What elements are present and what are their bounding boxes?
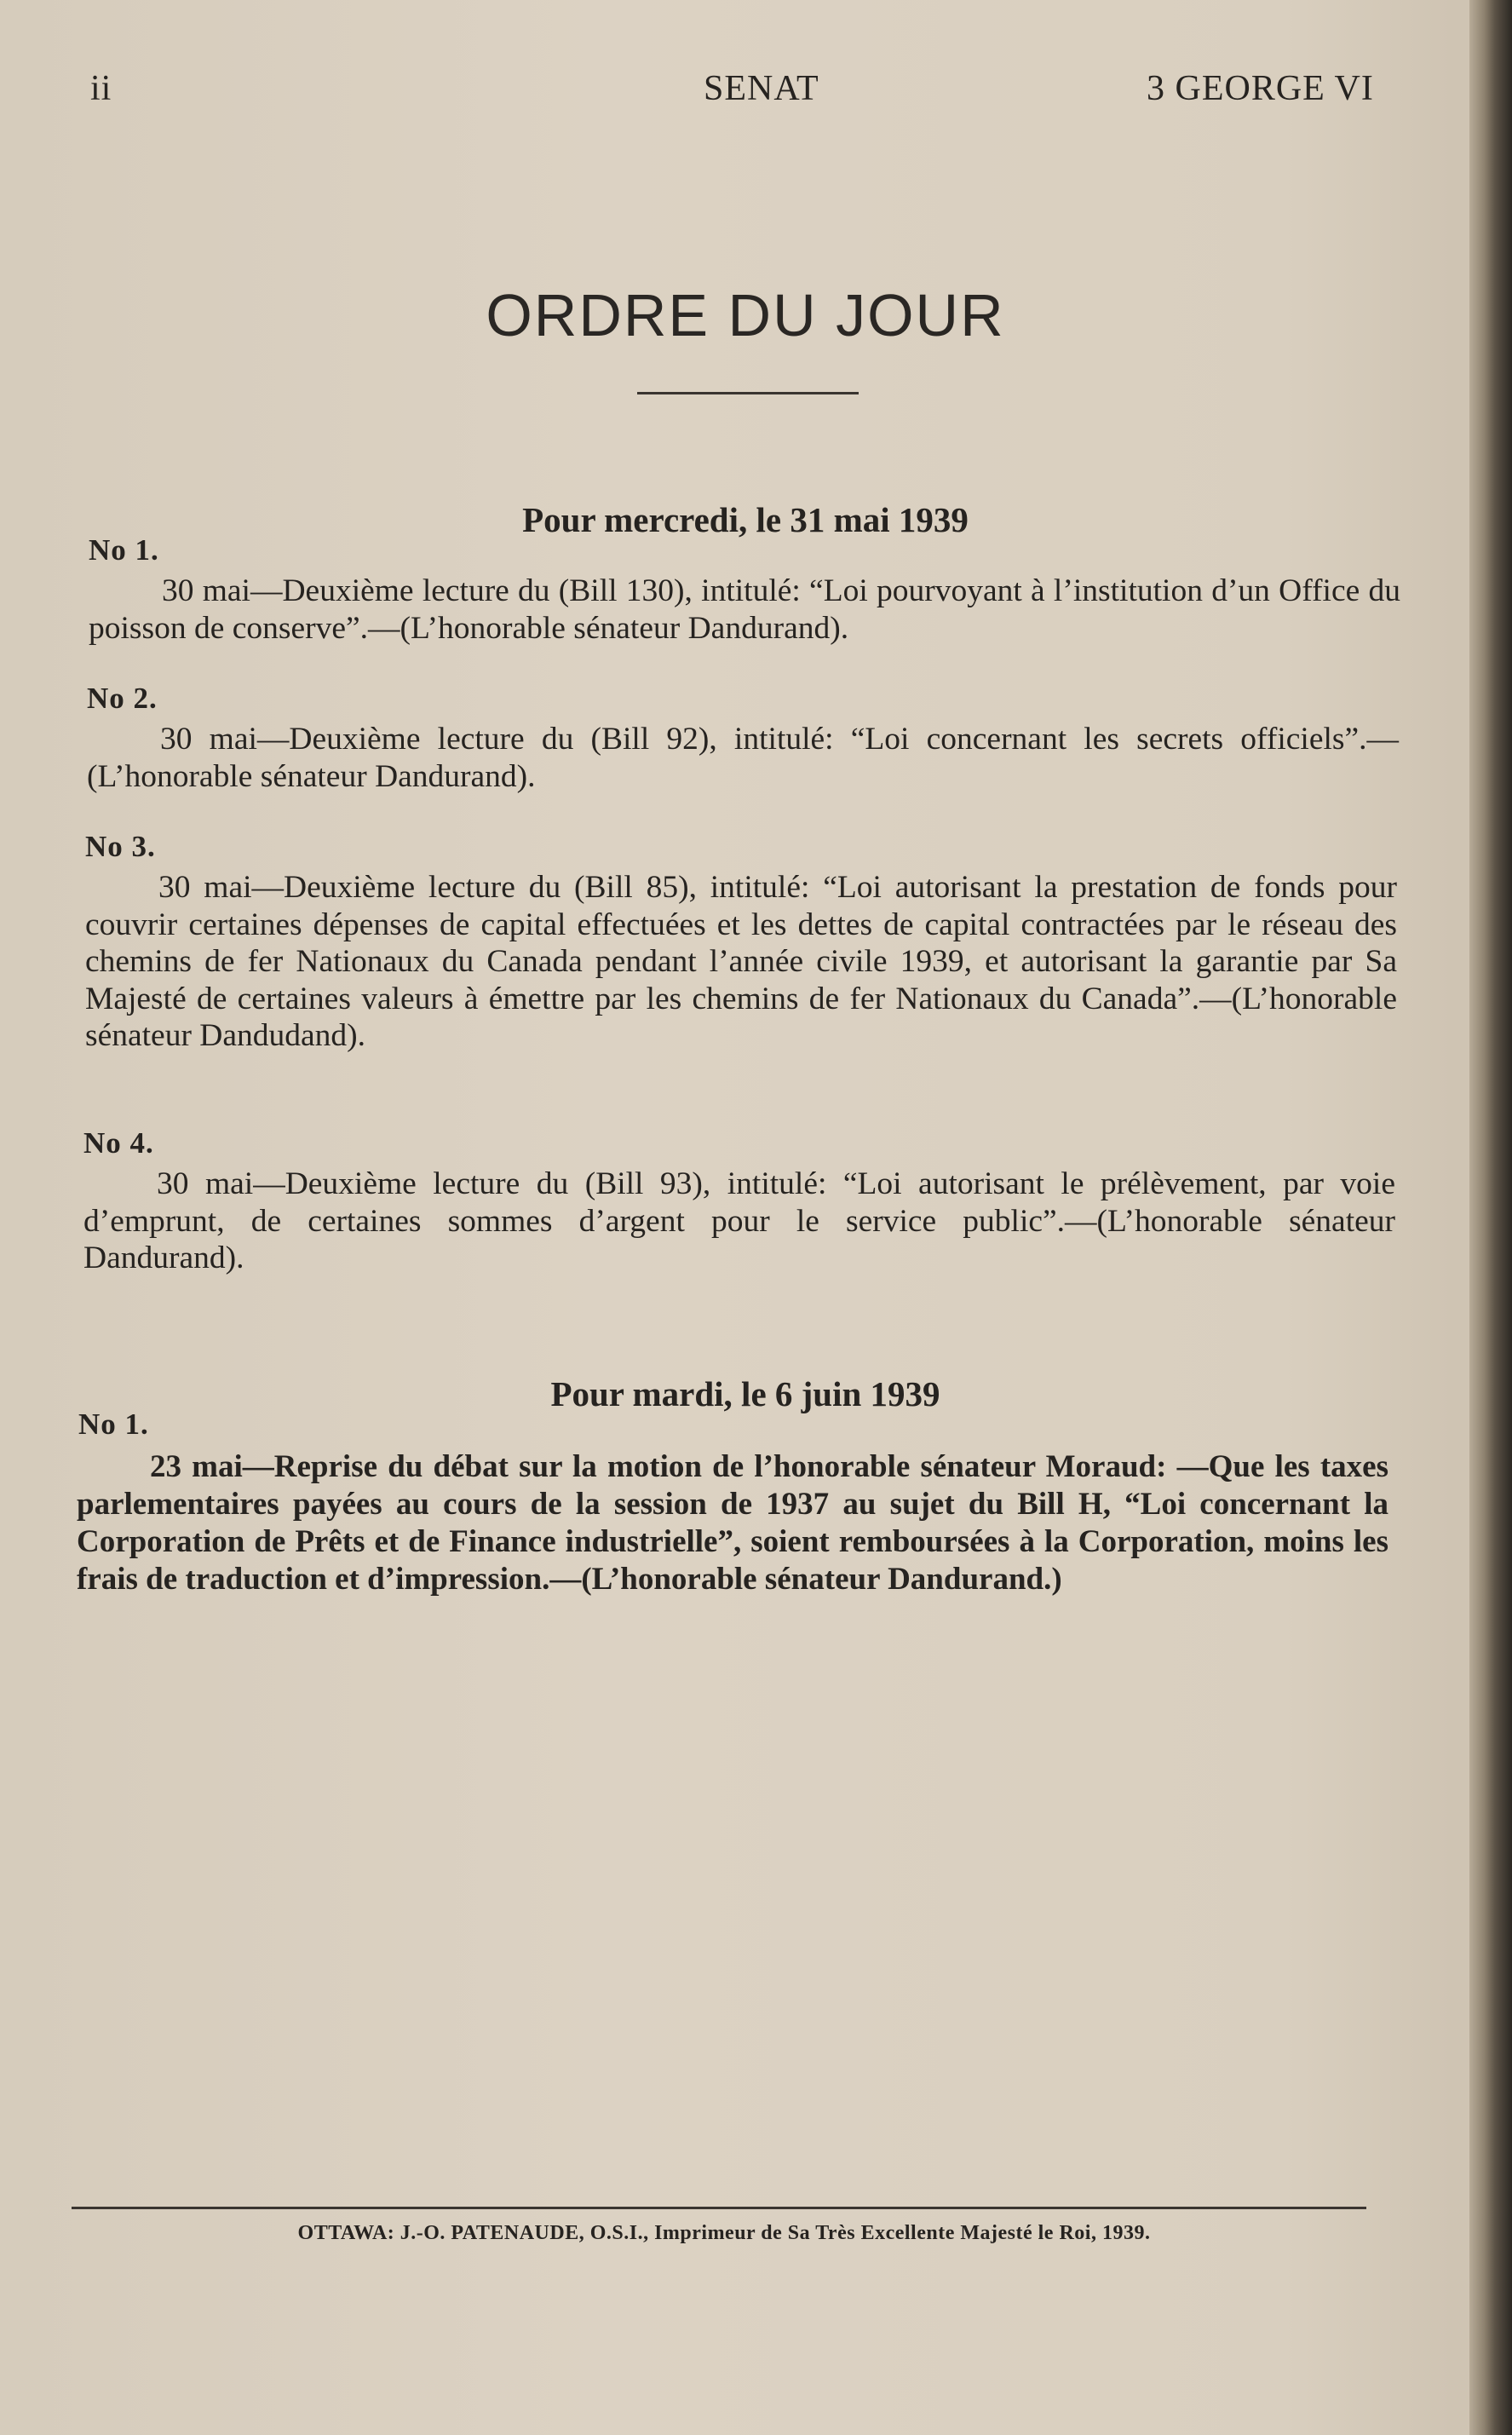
item-number: No 3. [85, 830, 156, 863]
item-number: No 1. [78, 1407, 149, 1441]
title-rule [637, 392, 859, 394]
item-number: No 1. [89, 533, 159, 567]
page-title: ORDRE DU JOUR [486, 282, 1005, 348]
item-number: No 4. [83, 1126, 154, 1160]
item-text: 30 mai—Deuxième lecture du (Bill 130), intitulé: “Loi pourvoyant à l’institution d’un Office du poisson de conserve”.—(L’honorable sénateur Dandurand). [89, 573, 1400, 646]
item-text: 23 mai—Reprise du débat sur la motion de l’honorable sénateur Moraud: —Que les taxes parlementaires payées au cours de la session de 1937 au sujet du Bill H, “Loi concernant la Corporation de Prêts et de Finance industrielle”, soient remboursées à la Corporation, moins les frais de traduction et d’impression.—(L’honorable sénateur Dandurand.) [77, 1449, 1388, 1597]
page-number: ii [90, 69, 112, 108]
item-text: 30 mai—Deuxième lecture du (Bill 85), intitulé: “Loi autorisant la prestation de fonds pour couvrir certaines dépenses de capital effectuées et les dettes de capital contractées par le réseau des chemins de fer Nationaux du Canada pendant l’année civile 1939, et autorisant la garantie par Sa Majesté de certaines valeurs à émettre par les chemins de fer Nationaux du Canada”.—(L’honorable sénateur Dandudand). [85, 870, 1397, 1053]
item-text: 30 mai—Deuxième lecture du (Bill 92), intitulé: “Loi concernant les secrets officiels”.—(L’honorable sénateur Dandurand). [87, 722, 1399, 794]
running-head-house: SENAT [704, 69, 819, 108]
footer-rule [72, 2207, 1366, 2209]
book-spine-shadow [1469, 0, 1512, 2435]
section-heading-tuesday: Pour mardi, le 6 juin 1939 [550, 1374, 940, 1413]
item-text: 30 mai—Deuxième lecture du (Bill 93), intitulé: “Loi autorisant le prélèvement, par voie d’emprunt, de certaines sommes d’argent pour le service public”.—(L’honorable sénateur Dandurand). [83, 1166, 1395, 1275]
printer-imprint: OTTAWA: J.-O. PATENAUDE, O.S.I., Imprimeur de Sa Très Excellente Majesté le Roi, 1939. [297, 2222, 1151, 2244]
item-number: No 2. [87, 682, 158, 715]
running-head-session: 3 GEORGE VI [1147, 69, 1374, 108]
section-heading-wednesday: Pour mercredi, le 31 mai 1939 [522, 500, 969, 539]
